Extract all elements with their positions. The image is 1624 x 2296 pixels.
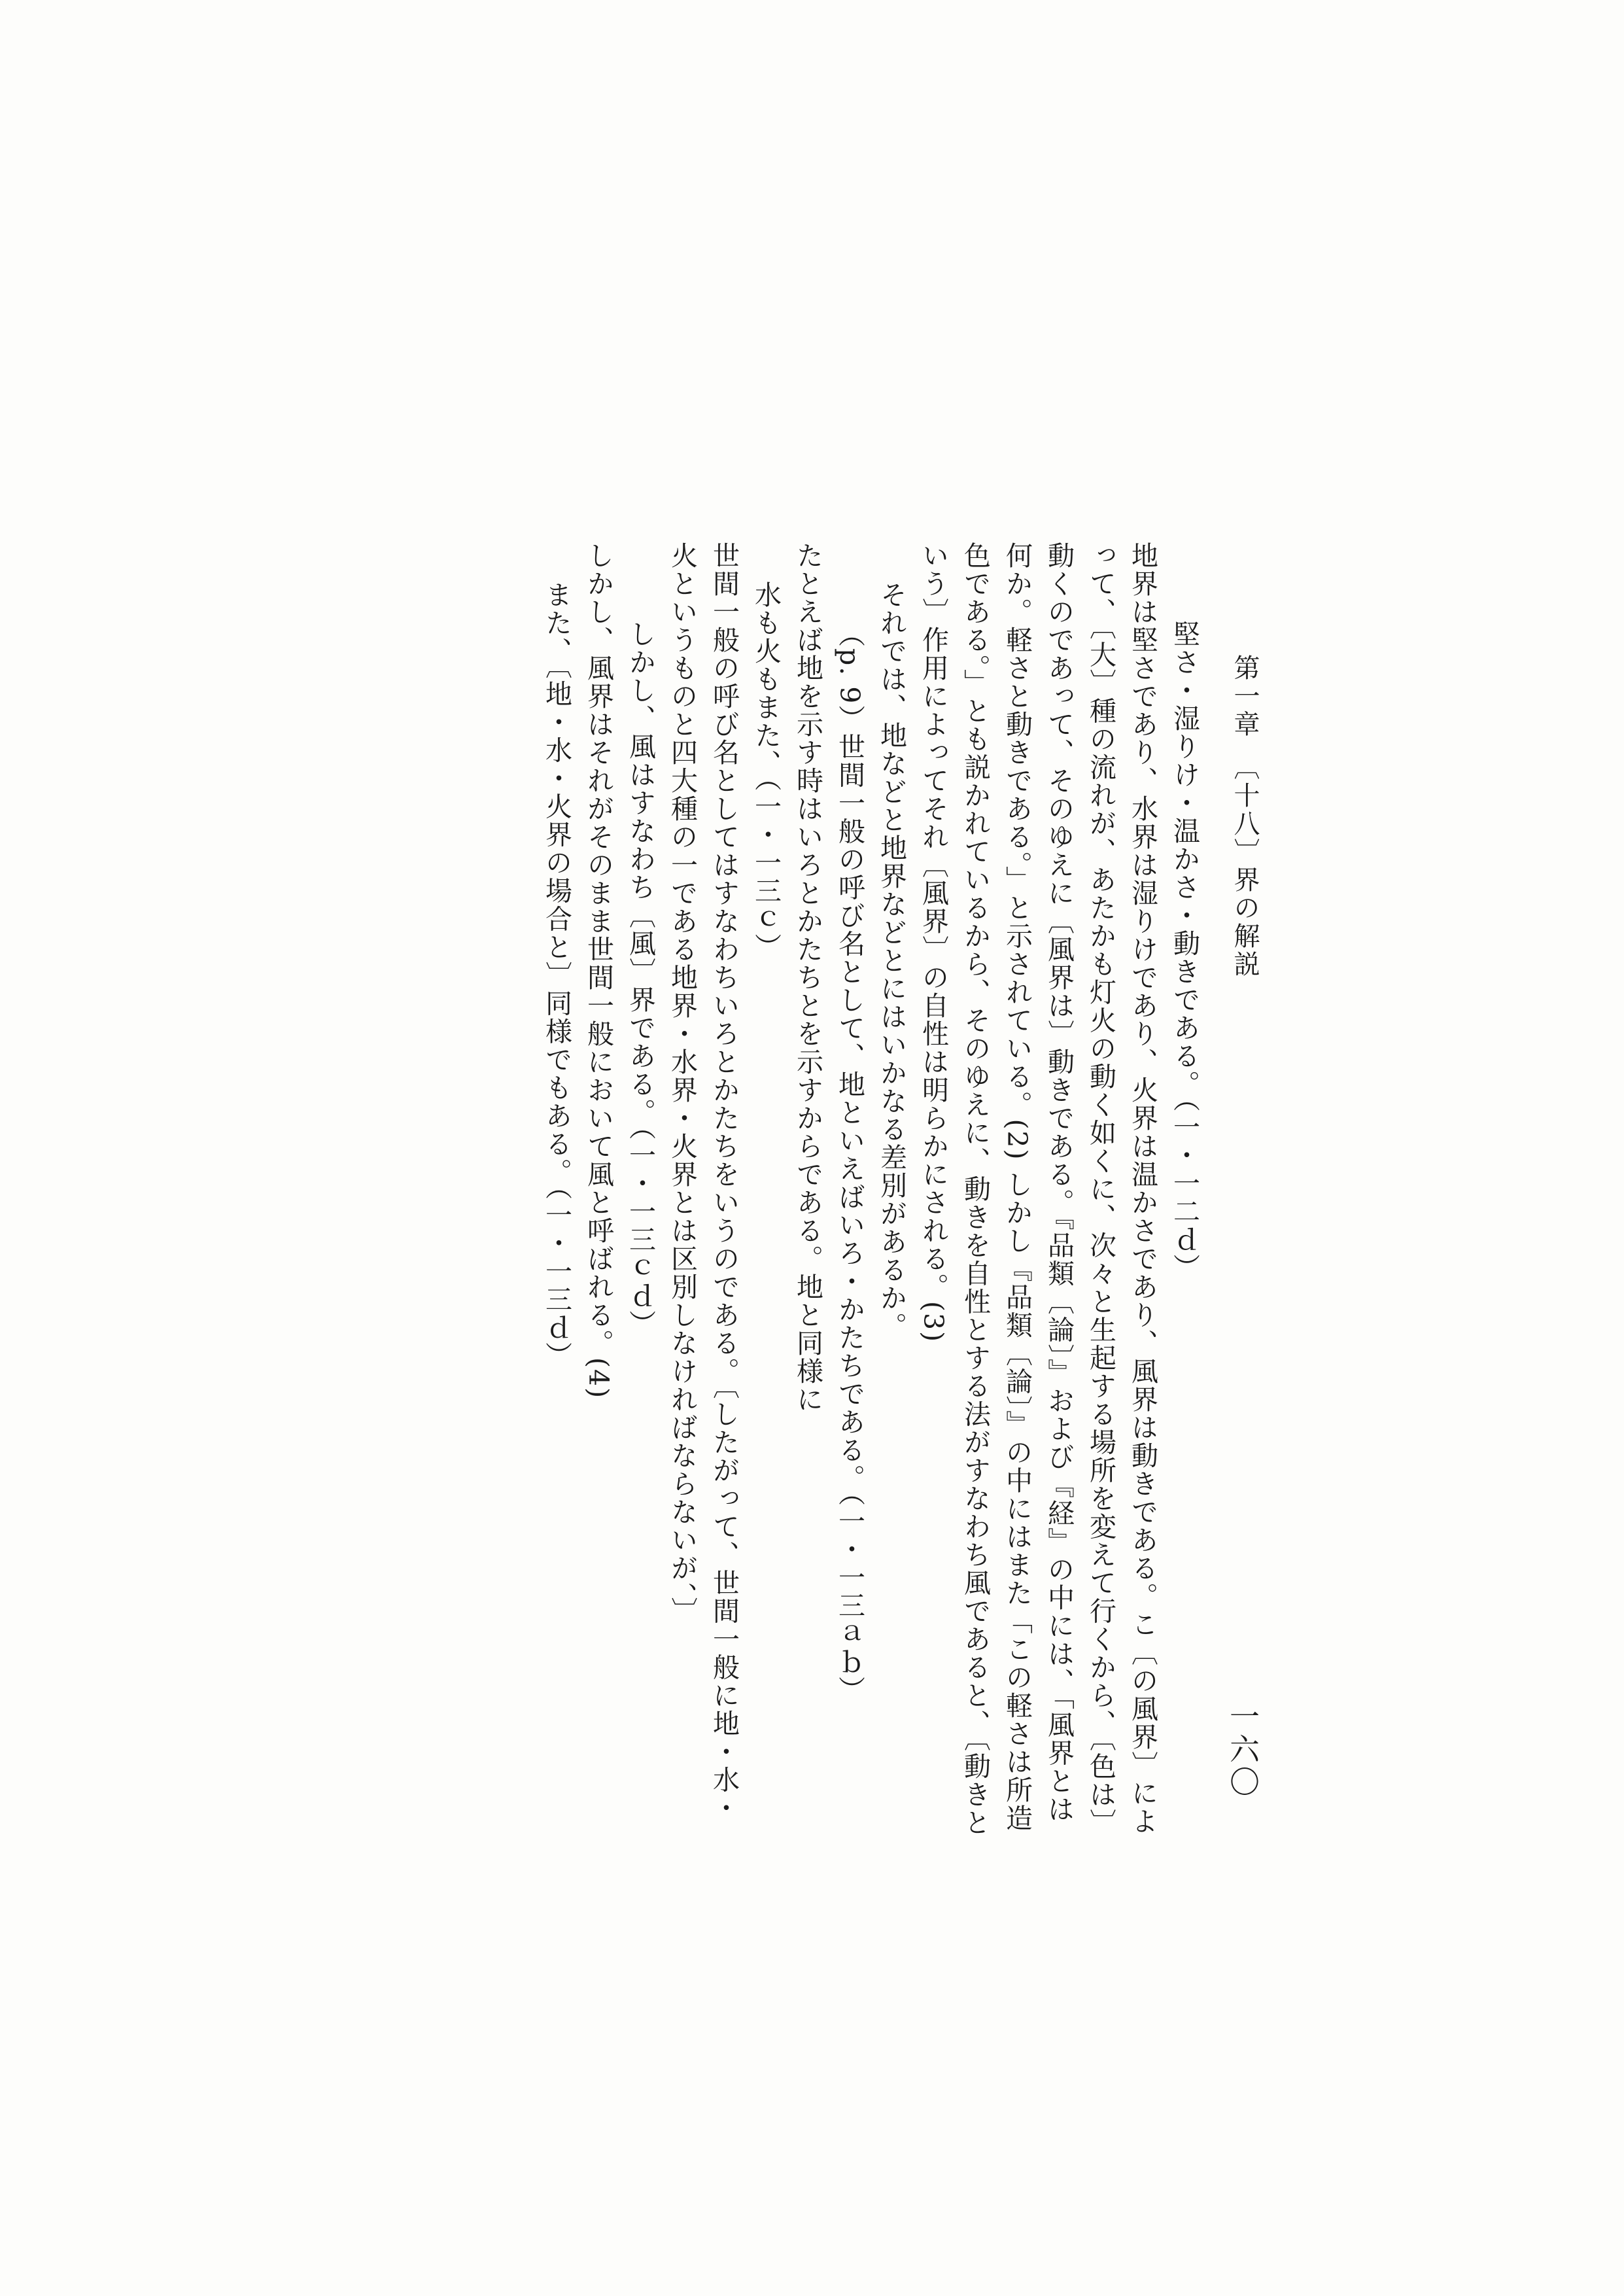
- commentary-paragraph: たとえば地を示す時はいろとかたちとを示すからである。地と同様に: [792, 542, 823, 1414]
- chapter-header: 第一章 〔十八〕界の解説: [1230, 654, 1260, 979]
- commentary-paragraph: しかし、風界はそれがそのまま世間一般において風と呼ばれる。(4): [583, 542, 614, 1400]
- body-text: [329, 542, 1205, 1837]
- verse-paragraph: （p. 9）世間一般の呼び名として、地といえばいろ・かたちである。（一・一三ａｂ）: [834, 620, 865, 1704]
- verse-paragraph: しかし、風はすなわち〔風〕界である。（一・一三ｃｄ）: [625, 620, 656, 1338]
- verse-paragraph: 水も火もまた、（一・一三ｃ）: [750, 581, 782, 962]
- commentary-paragraph: 世間一般の呼び名としてはすなわちいろとかたちをいうのである。〔したがって、世間一般に地・水・火というものと四大種の一である地界・水界・火界とは区別しなければならないが、〕: [666, 542, 740, 1822]
- commentary-paragraph: 地界は堅さであり、水界は湿りけであり、火界は温かさであり、風界は動きである。こ〔の風界〕によって、〔大〕種の流れが、あたかも灯火の動く如くに、次々と生起する場所を変えて行くから、〔色は〕動くのであって、そのゆえに〔風界は〕動きである。『品類〔論〕』および『経』の中には、「風界とは何か。軽さと動きである。」と示されている。(2) しかし『品類〔論〕』の中にはまた「この軽さは所造色である。」とも説かれているから、そのゆえに、動きを自性とする法がすなわち風であると、〔動きという〕作用によってそれ〔風界〕の自性は明らかにされる。(3): [918, 542, 1158, 1837]
- verse-paragraph: 堅さ・湿りけ・温かさ・動きである。（一・一二ｄ）: [1169, 620, 1200, 1282]
- question-paragraph: それでは、地などと地界などとにはいかなる差別があるか。: [876, 581, 907, 1340]
- verse-paragraph: また、〔地・水・火界の場合と〕同様でもある。（一・一三ｄ）: [541, 581, 572, 1370]
- page-number: 一六〇: [1225, 1701, 1260, 1799]
